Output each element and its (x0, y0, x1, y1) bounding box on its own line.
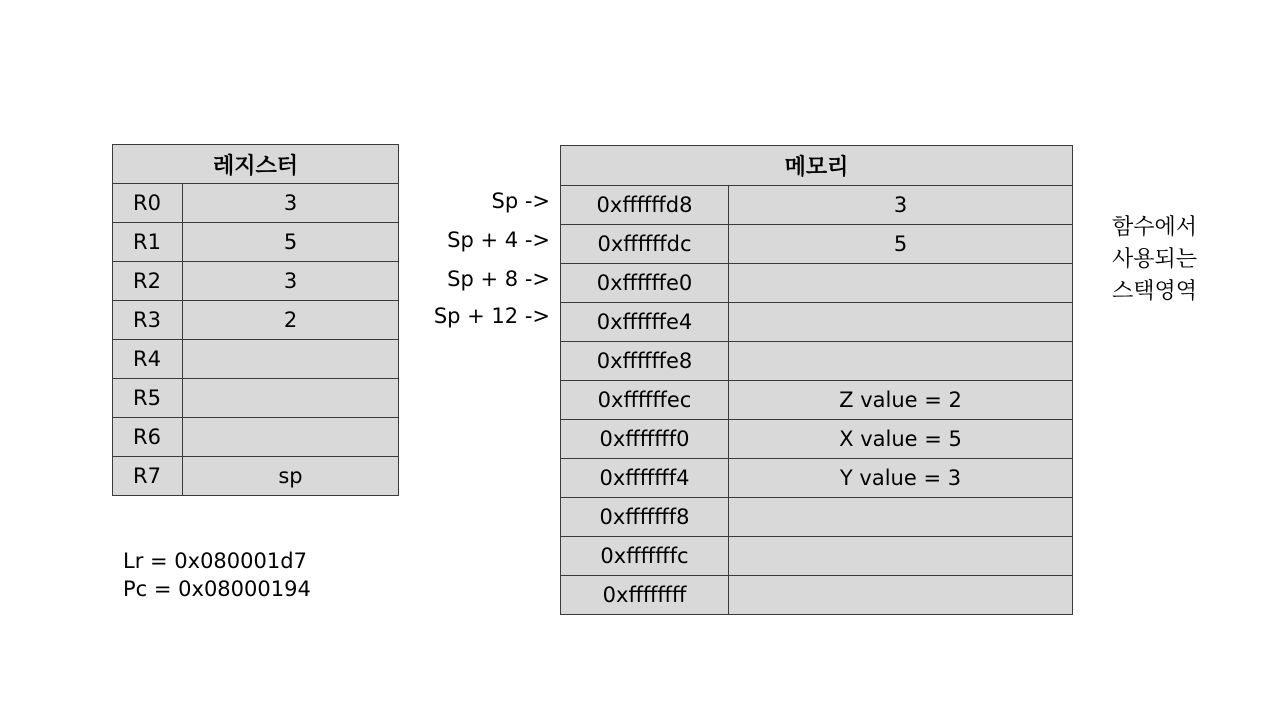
memory-table (560, 145, 1073, 615)
memory-row (561, 342, 1073, 381)
register-table-title: 레지스터 (113, 145, 399, 184)
memory-address: 0xffffffd8 (561, 186, 729, 225)
memory-address: 0xffffffec (561, 381, 729, 420)
memory-address: 0xfffffff4 (561, 459, 729, 498)
memory-row (561, 303, 1073, 342)
memory-address: 0xfffffffc (561, 537, 729, 576)
register-name: R1 (113, 223, 183, 262)
memory-value (729, 576, 1073, 615)
stack-label-line: 사용되는 (1112, 247, 1198, 272)
register-name: R0 (113, 184, 183, 223)
register-value: 5 (183, 223, 399, 262)
stack-area-label (1112, 212, 1197, 308)
register-name: R4 (113, 340, 183, 379)
pointer-sp-plus-8: Sp + 8 -> (447, 267, 550, 291)
stack-label-line: 함수에서 (1112, 215, 1198, 240)
register-row (113, 457, 399, 496)
memory-address: 0xffffffe0 (561, 264, 729, 303)
memory-address: 0xffffffe8 (561, 342, 729, 381)
memory-address: 0xfffffff0 (561, 420, 729, 459)
memory-row (561, 498, 1073, 537)
memory-value (729, 264, 1073, 303)
register-row (113, 184, 399, 223)
memory-row (561, 459, 1073, 498)
lr-value: Lr = 0x080001d7 (123, 549, 307, 573)
memory-row (561, 420, 1073, 459)
memory-value: Z value = 2 (729, 381, 1073, 420)
memory-value (729, 342, 1073, 381)
register-table (112, 144, 399, 496)
register-name: R2 (113, 262, 183, 301)
pointer-sp-plus-4: Sp + 4 -> (447, 228, 550, 252)
memory-row (561, 225, 1073, 264)
register-row (113, 301, 399, 340)
memory-row (561, 576, 1073, 615)
pointer-sp-plus-12: Sp + 12 -> (433, 304, 550, 328)
memory-row (561, 264, 1073, 303)
register-value: 3 (183, 262, 399, 301)
memory-row (561, 186, 1073, 225)
register-name: R5 (113, 379, 183, 418)
register-value: 3 (183, 184, 399, 223)
memory-value (729, 303, 1073, 342)
register-value (183, 379, 399, 418)
register-value: sp (183, 457, 399, 496)
register-value: 2 (183, 301, 399, 340)
memory-address: 0xffffffdc (561, 225, 729, 264)
memory-value (729, 498, 1073, 537)
register-row (113, 379, 399, 418)
memory-value (729, 537, 1073, 576)
register-row (113, 262, 399, 301)
pointer-sp: Sp -> (491, 189, 550, 213)
register-name: R7 (113, 457, 183, 496)
register-row (113, 340, 399, 379)
pc-value: Pc = 0x08000194 (123, 577, 311, 601)
memory-address: 0xfffffff8 (561, 498, 729, 537)
memory-table-title: 메모리 (561, 146, 1073, 186)
memory-row (561, 537, 1073, 576)
memory-row (561, 381, 1073, 420)
memory-address: 0xffffffe4 (561, 303, 729, 342)
register-row (113, 223, 399, 262)
memory-value: Y value = 3 (729, 459, 1073, 498)
register-row (113, 418, 399, 457)
memory-value: 5 (729, 225, 1073, 264)
register-value (183, 418, 399, 457)
register-name: R6 (113, 418, 183, 457)
memory-value: X value = 5 (729, 420, 1073, 459)
register-value (183, 340, 399, 379)
memory-value: 3 (729, 186, 1073, 225)
register-name: R3 (113, 301, 183, 340)
memory-address: 0xffffffff (561, 576, 729, 615)
stack-label-line: 스택영역 (1112, 279, 1198, 304)
